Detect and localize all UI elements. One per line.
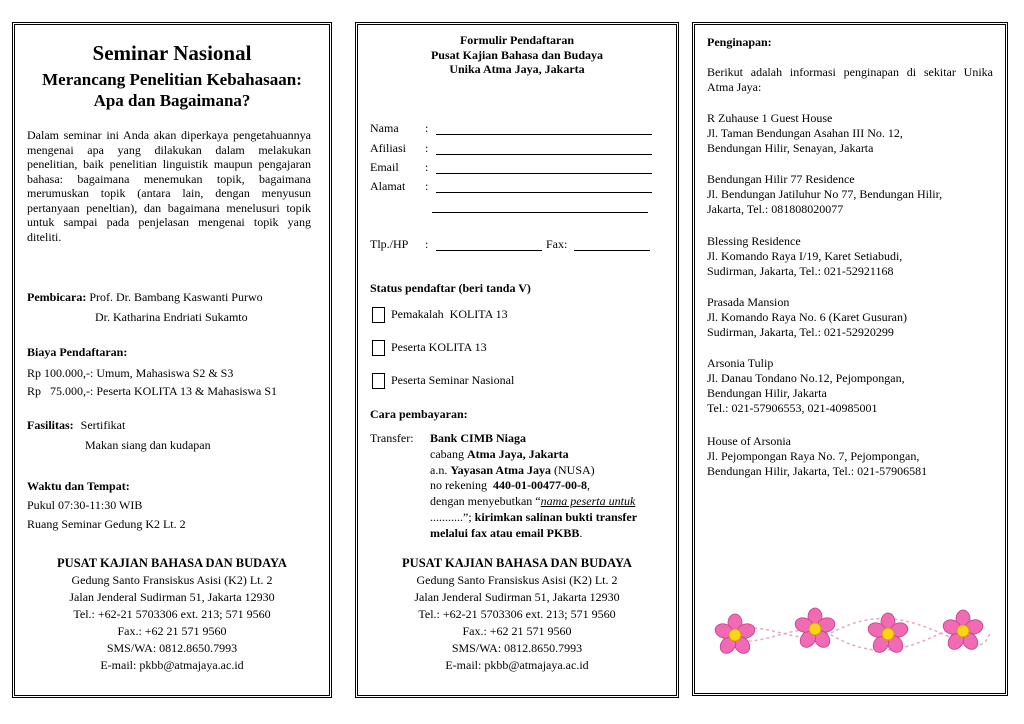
- form-header: [358, 33, 676, 77]
- form-field-address: [370, 179, 405, 194]
- org-sms: SMS/WA: 0812.8650.7993: [106, 641, 238, 655]
- fee-label: Biaya Pendaftaran:: [27, 345, 128, 359]
- hotel-address: Jl. Komando Raya I/19, Karet Setiabudi,: [707, 249, 903, 263]
- hotel-address: Bendungan Hilir, Senayan, Jakarta: [707, 141, 874, 155]
- status-label: Status pendaftar (beri tanda V): [370, 281, 531, 295]
- field-separator: :: [425, 121, 429, 135]
- option-label: Peserta Seminar Nasional: [391, 373, 515, 387]
- org-sms: SMS/WA: 0812.8650.7993: [451, 641, 583, 655]
- speakers-label: Pembicara:: [27, 290, 87, 304]
- accommodation-panel: [692, 22, 1008, 696]
- hotel-address: Tel.: 021-57906553, 021-40985001: [707, 401, 878, 415]
- option-label: Peserta KOLITA 13: [391, 340, 487, 354]
- hotel-address: Jl. Komando Raya No. 6 (Karet Gusuran): [707, 310, 907, 324]
- flower-vine-decoration: [705, 603, 995, 663]
- affiliation-input-line[interactable]: [436, 154, 652, 155]
- facility-block: [27, 418, 125, 433]
- checkbox[interactable]: [372, 307, 385, 323]
- mention-line-2: [430, 510, 670, 526]
- transfer-details: [430, 431, 670, 542]
- hotel-address: Jl. Pejompongan Raya No. 7, Pejompongan,: [707, 449, 920, 463]
- accommodation-intro: Berikut adalah informasi penginapan di sekitar Unika Atma Jaya:: [707, 65, 993, 94]
- mention-instruction: kirimkan salinan bukti transfer: [474, 509, 638, 524]
- form-title: Formulir Pendaftaran: [459, 33, 575, 47]
- hotel-entry: [707, 234, 902, 279]
- mention-dots: ...........”;: [430, 509, 475, 524]
- branch-prefix: cabang: [430, 446, 467, 461]
- hotel-name: Blessing Residence: [707, 234, 801, 248]
- option-label: Pemakalah KOLITA 13: [391, 307, 508, 321]
- registration-form-panel: [355, 22, 679, 698]
- hotel-name: House of Arsonia: [707, 434, 791, 448]
- hotel-entry: [707, 111, 903, 156]
- form-field-affiliation: [370, 141, 406, 156]
- org-footer: [358, 555, 676, 674]
- name-input-line[interactable]: [436, 134, 652, 135]
- facility-meal: Makan siang dan kudapan: [85, 438, 211, 452]
- hotel-address: Jl. Taman Bendungan Asahan III No. 12,: [707, 126, 903, 140]
- org-footer: [15, 555, 329, 674]
- branch-name: Atma Jaya, Jakarta: [466, 446, 569, 461]
- hotel-name: Bendungan Hilir 77 Residence: [707, 172, 855, 186]
- hotel-address: Sudirman, Jakarta, Tel.: 021-52920299: [707, 325, 894, 339]
- phone-label: Tlp./HP: [370, 237, 409, 251]
- subtitle-line-1: Merancang Penelitian Kebahasaan:: [42, 70, 302, 89]
- org-email: E-mail: pkbb@atmajaya.ac.id: [445, 658, 589, 672]
- place-value: Ruang Seminar Gedung K2 Lt. 2: [27, 517, 186, 531]
- form-org: Pusat Kajian Bahasa dan Budaya: [430, 47, 604, 62]
- mention-note: nama peserta untuk: [540, 494, 636, 509]
- option-participant-kolita[interactable]: [372, 340, 487, 356]
- field-label: Email: [370, 160, 399, 174]
- org-building: Gedung Santo Fransiskus Asisi (K2) Lt. 2: [71, 573, 273, 587]
- time-label: Waktu dan Tempat:: [27, 479, 130, 493]
- field-label: Nama: [370, 121, 399, 135]
- facility-label: Fasilitas:: [27, 418, 74, 432]
- mention-line-3: [430, 526, 670, 542]
- hotel-address: Jl. Danau Tondano No.12, Pejompongan,: [707, 371, 905, 385]
- hotel-entry: [707, 356, 905, 416]
- field-separator: :: [425, 237, 429, 251]
- field-separator: :: [425, 160, 429, 174]
- an-prefix: a.n.: [430, 462, 451, 477]
- form-univ: Unika Atma Jaya, Jakarta: [449, 62, 585, 76]
- org-name: PUSAT KAJIAN BAHASA DAN BUDAYA: [57, 556, 287, 570]
- form-field-email: [370, 160, 399, 175]
- phone-input-line[interactable]: [436, 250, 542, 251]
- org-name: PUSAT KAJIAN BAHASA DAN BUDAYA: [402, 556, 632, 570]
- org-email: E-mail: pkbb@atmajaya.ac.id: [100, 658, 244, 672]
- time-value: Pukul 07:30-11:30 WIB: [27, 498, 143, 512]
- info-panel: [12, 22, 332, 698]
- org-street: Jalan Jenderal Sudirman 51, Jakarta 12930: [69, 590, 275, 604]
- account-number-line: [430, 478, 670, 494]
- facility-certificate: Sertifikat: [80, 418, 126, 432]
- email-input-line[interactable]: [436, 173, 652, 174]
- org-street: Jalan Jenderal Sudirman 51, Jakarta 12930: [414, 590, 620, 604]
- org-building: Gedung Santo Fransiskus Asisi (K2) Lt. 2: [416, 573, 618, 587]
- subtitle-line-2: Apa dan Bagaimana?: [93, 91, 251, 110]
- hotel-address: Jakarta, Tel.: 081808020077: [707, 202, 844, 216]
- hotel-name: Prasada Mansion: [707, 295, 790, 309]
- bank-branch: [430, 447, 670, 463]
- intro-paragraph: Dalam seminar ini Anda akan diperkaya pengetahuannya mengenai apa yang dilakukan dalam melakukan penelitian, baik penelitian linguistik maupun pengajaran bahasa: bagaimana menemukan topik, bagaimana merumuskan topik (antara lain, dengan menyusun pertanyaan peneltian), dan bagaimana menelusuri topik untuk sampai pada penjelasan mengenai topik yang diteliti.: [27, 128, 311, 244]
- field-label: Afiliasi: [370, 141, 406, 155]
- field-separator: :: [425, 179, 429, 193]
- address-input-line-1[interactable]: [436, 192, 652, 193]
- mention-line: [430, 494, 670, 510]
- mention-end: .: [579, 525, 583, 540]
- mention-instruction-2: melalui fax atau email PKBB: [430, 525, 580, 540]
- hotel-address: Bendungan Hilir, Jakarta: [707, 386, 827, 400]
- field-separator: :: [425, 141, 429, 155]
- account-holder: [430, 463, 670, 479]
- mention-prefix: dengan menyebutkan “: [430, 494, 541, 509]
- fax-input-line[interactable]: [574, 250, 650, 251]
- flower-icon: [941, 610, 984, 652]
- checkbox[interactable]: [372, 340, 385, 356]
- form-field-phone: [370, 237, 408, 252]
- hotel-name: R Zuhause 1 Guest House: [707, 111, 833, 125]
- org-tel: Tel.: +62-21 5703306 ext. 213; 571 9560: [418, 607, 616, 621]
- fee-general: Rp 100.000,-: Umum, Mahasiswa S2 & S3: [27, 366, 234, 380]
- account-number: 440-01-00477-00-8: [492, 478, 587, 493]
- seminar-title: Seminar Nasional: [92, 41, 252, 65]
- fax-label: Fax:: [546, 237, 568, 251]
- transfer-label: Transfer:: [370, 431, 414, 445]
- hotel-address: Jl. Bendungan Jatiluhur No 77, Bendungan Hilir,: [707, 187, 943, 201]
- rek-prefix: no rekening: [430, 478, 493, 493]
- account-suffix: (NUSA): [551, 462, 595, 477]
- hotel-address: Sudirman, Jakarta, Tel.: 021-52921168: [707, 264, 894, 278]
- flower-icon: [713, 614, 756, 656]
- accommodation-heading: Penginapan:: [707, 35, 772, 49]
- seminar-subtitle: [15, 69, 329, 111]
- flower-icon: [793, 608, 836, 650]
- bank-name: Bank CIMB Niaga: [430, 431, 527, 445]
- field-label: Alamat: [370, 179, 406, 193]
- hotel-entry: [707, 434, 927, 479]
- speaker-1: Prof. Dr. Bambang Kaswanti Purwo: [89, 290, 263, 304]
- speaker-2: Dr. Katharina Endriati Sukamto: [95, 310, 248, 324]
- hotel-address: Bendungan Hilir, Jakarta, Tel.: 021-57906581: [707, 464, 928, 478]
- address-input-line-2[interactable]: [432, 212, 648, 213]
- hotel-entry: [707, 172, 942, 217]
- payment-label: Cara pembayaran:: [370, 407, 468, 421]
- option-seminar-participant[interactable]: [372, 373, 514, 389]
- rek-suffix: ,: [586, 478, 590, 493]
- org-fax: Fax.: +62 21 571 9560: [462, 624, 572, 638]
- hotel-entry: [707, 295, 907, 340]
- speakers-block: [27, 290, 263, 305]
- fee-student: Rp 75.000,-: Peserta KOLITA 13 & Mahasiswa S1: [27, 384, 278, 398]
- org-tel: Tel.: +62-21 5703306 ext. 213; 571 9560: [73, 607, 271, 621]
- hotel-name: Arsonia Tulip: [707, 356, 774, 370]
- org-fax: Fax.: +62 21 571 9560: [117, 624, 227, 638]
- checkbox[interactable]: [372, 373, 385, 389]
- account-name: Yayasan Atma Jaya: [450, 462, 552, 477]
- form-field-name: [370, 121, 399, 136]
- option-presenter[interactable]: [372, 307, 508, 323]
